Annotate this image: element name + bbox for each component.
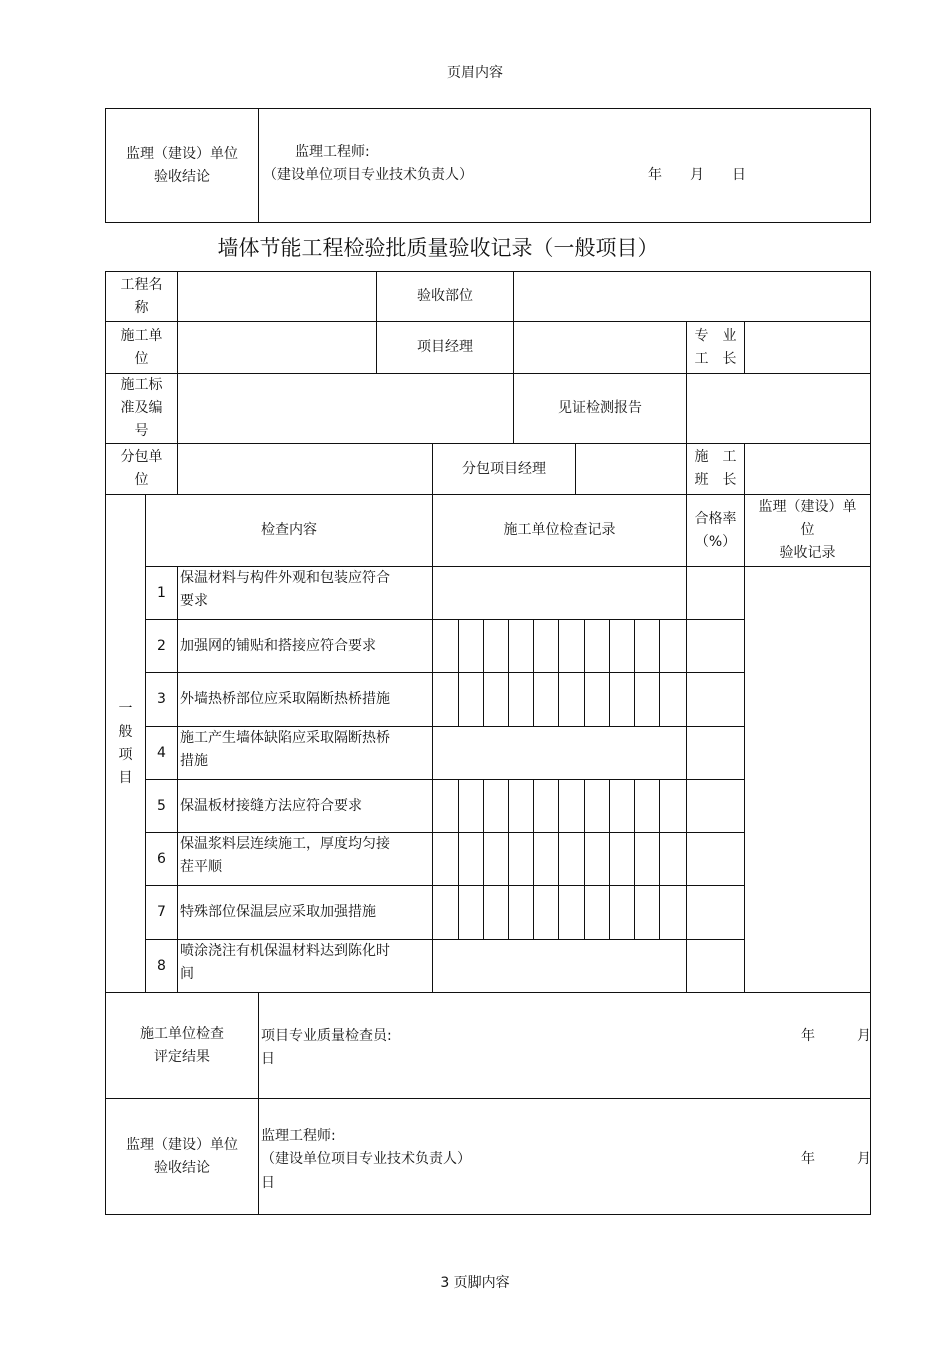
contractor-date-ym: 年 月 (801, 1028, 871, 1044)
item-number: 2 (157, 637, 166, 654)
item-content: 外墙热桥部位应采取隔断热桥措施 (180, 691, 390, 707)
supervision-result-label: 监理（建设）单位 验收结论 (126, 1136, 238, 1176)
project-manager-label: 项目经理 (417, 339, 473, 355)
standard-label: 施工标 准及编 号 (120, 377, 163, 439)
page-title: 墙体节能工程检验批质量验收记录（一般项目） (217, 236, 659, 260)
item-number: 4 (157, 744, 166, 761)
team-leader-label: 施 工 班 长 (694, 449, 737, 488)
item-content: 保温板材接缝方法应符合要求 (180, 797, 362, 814)
item-content: 特殊部位保温层应采取加强措施 (180, 904, 376, 920)
subcontractor-label: 分包单 位 (120, 449, 163, 488)
page-header: 页眉内容 (447, 65, 503, 81)
supervision-record-header: 监理（建设）单 位 验收记录 (758, 499, 857, 561)
contractor-label: 施工单 位 (120, 327, 163, 367)
contractor-date-d: 日 (261, 1051, 275, 1067)
general-items-label: 一 般 项 目 (118, 700, 133, 786)
item-number: 5 (157, 797, 166, 814)
item-content: 施工产生墙体缺陷应采取隔断热桥 措施 (180, 730, 390, 769)
project-name-label: 工程名 称 (120, 276, 163, 316)
item-content: 加强网的铺贴和搭接应符合要求 (180, 637, 376, 654)
item-content: 喷涂浇注有机保温材料达到陈化时 间 (180, 943, 390, 982)
specialty-foreman-label: 专 业 工 长 (694, 327, 737, 367)
supervision-owner: （建设单位项目专业技术负责人） (261, 1151, 471, 1167)
supervision-date-d: 日 (261, 1175, 275, 1191)
check-content-header: 检查内容 (261, 522, 317, 538)
item-number: 3 (157, 691, 166, 707)
item-number: 1 (157, 584, 166, 601)
item-content: 保温浆料层连续施工，厚度均匀接 茬平顺 (180, 836, 390, 875)
page-footer: 3 页脚内容 (440, 1275, 510, 1291)
quality-inspector-label: 项目专业质量检查员: (261, 1028, 392, 1044)
top-date: 年 月 日 (648, 167, 746, 183)
sub-manager-label: 分包项目经理 (462, 460, 546, 477)
item-number: 6 (157, 850, 166, 867)
supervision-date-ym: 年 月 (801, 1151, 871, 1167)
project-name-field[interactable] (178, 272, 376, 321)
top-owner: （建设单位项目专业技术负责人） (263, 167, 473, 183)
witness-report-label: 见证检测报告 (558, 400, 642, 416)
item-number: 8 (157, 957, 166, 974)
top-engineer: 监理工程师: (295, 144, 370, 160)
pass-rate-header: 合格率 （%） (694, 510, 737, 550)
acceptance-part-field[interactable] (514, 272, 870, 321)
contractor-result-label: 施工单位检查 评定结果 (140, 1025, 224, 1065)
acceptance-part-label: 验收部位 (417, 288, 473, 304)
item-content: 保温材料与构件外观和包装应符合 要求 (180, 570, 390, 609)
check-record-header: 施工单位检查记录 (503, 522, 616, 538)
item-number: 7 (157, 904, 166, 920)
supervision-engineer: 监理工程师: (261, 1128, 336, 1144)
top-label: 监理（建设）单位 验收结论 (126, 145, 238, 185)
